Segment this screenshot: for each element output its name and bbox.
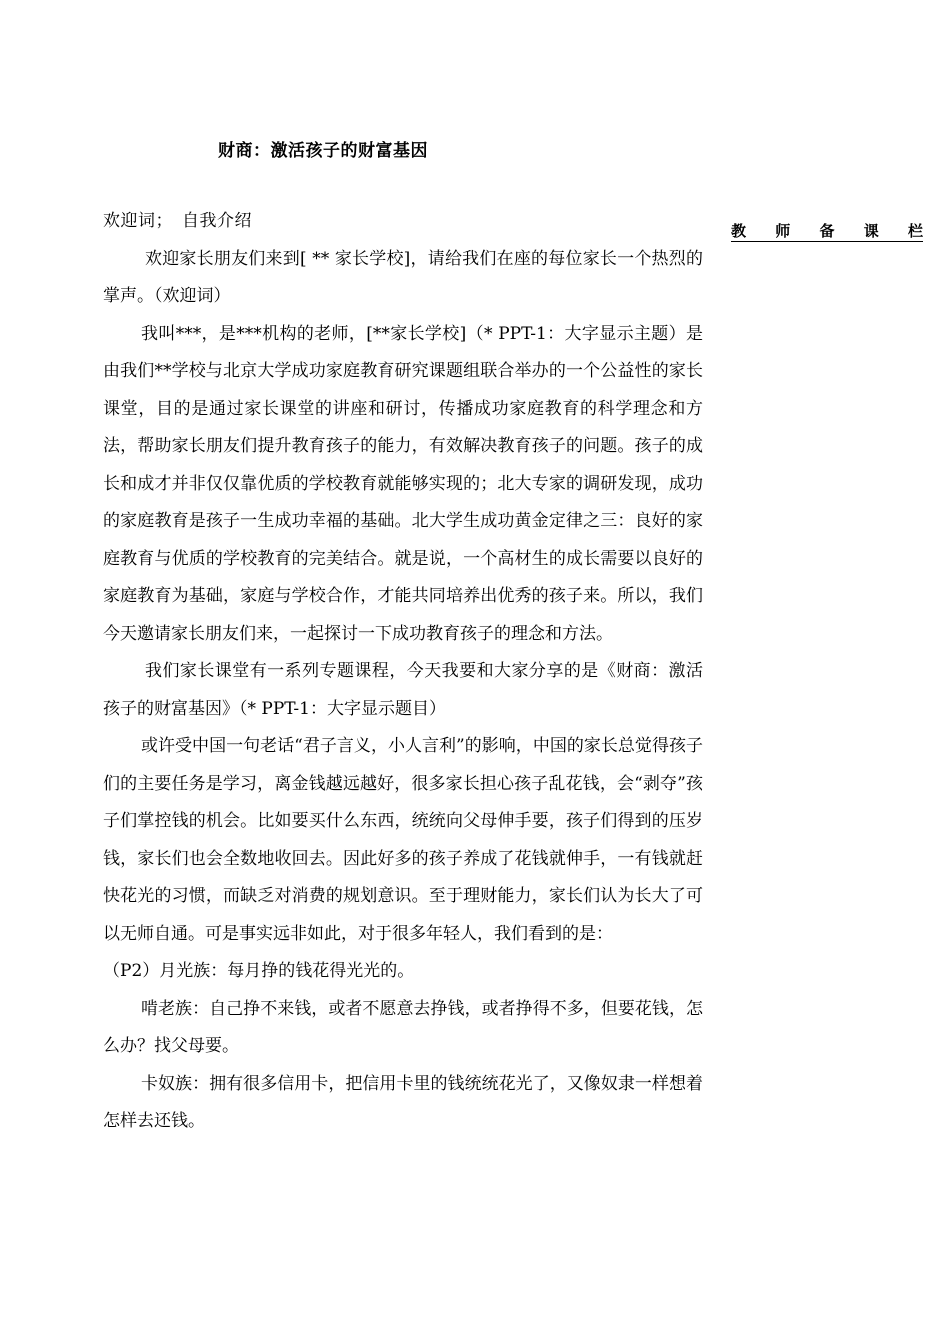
sidebar-char: 栏	[907, 222, 923, 240]
paragraph: 我叫***，是***机构的老师，[**家长学校]（* PPT-1：大字显示主题）是由我们**学校与北京大学成功家庭教育研究课题组联合举办的一个公益性的家长课堂，目的是通过家长课堂的讲座和研讨，传播成功家庭教育的科学理念和方法，帮助家长朋友们提升教育孩子的能力，有效解决教育孩子的问题。孩子的成长和成才并非仅仅靠优质的学校教育就能够实现的；北大专家的调研发现，成功的家庭教育是孩子一生成功幸福的基础。北大学生成功黄金定律之三：良好的家庭教育与优质的学校教育的完美结合。就是说，一个高材生的成长需要以良好的家庭教育为基础，家庭与学校合作，才能共同培养出优秀的孩子来。所以，我们今天邀请家长朋友们来，一起探讨一下成功教育孩子的理念和方法。	[103, 323, 703, 644]
sidebar-char: 师	[775, 222, 791, 240]
document-title: 财商：激活孩子的财富基因	[218, 141, 428, 161]
document-body	[103, 203, 703, 1141]
sidebar-char: 备	[819, 222, 835, 240]
paragraph: 卡奴族：拥有很多信用卡，把信用卡里的钱统统花光了，又像奴隶一样想着怎样去还钱。	[103, 1073, 703, 1131]
paragraph: 或许受中国一句老话“君子言义，小人言利”的影响，中国的家长总觉得孩子们的主要任务是学习，离金钱越远越好，很多家长担心孩子乱花钱，会“剥夺”孩子们掌控钱的机会。比如要买什么东西，统统向父母伸手要，孩子们得到的压岁钱，家长们也会全数地收回去。因此好多的孩子养成了花钱就伸手，一有钱就赶快花光的习惯，而缺乏对消费的规划意识。至于理财能力，家长们认为长大了可以无师自通。可是事实远非如此，对于很多年轻人，我们看到的是：	[103, 736, 703, 944]
sidebar-char: 教	[731, 222, 747, 240]
paragraph: （P2）月光族：每月挣的钱花得光光的。	[103, 961, 415, 981]
sidebar-char: 课	[863, 222, 879, 240]
welcome-heading: 欢迎词； 自我介绍	[103, 211, 252, 231]
paragraph: 欢迎家长朋友们来到[ ** 家长学校]，请给我们在座的每位家长一个热烈的掌声。（欢迎词）	[103, 248, 703, 306]
paragraph: 我们家长课堂有一系列专题课程，今天我要和大家分享的是《财商：激活孩子的财富基因》（* PPT-1：大字显示题目）	[103, 661, 703, 719]
paragraph: 啃老族：自己挣不来钱，或者不愿意去挣钱，或者挣得不多，但要花钱，怎么办？找父母要。	[103, 998, 703, 1056]
teacher-notes-column-label	[731, 222, 923, 242]
